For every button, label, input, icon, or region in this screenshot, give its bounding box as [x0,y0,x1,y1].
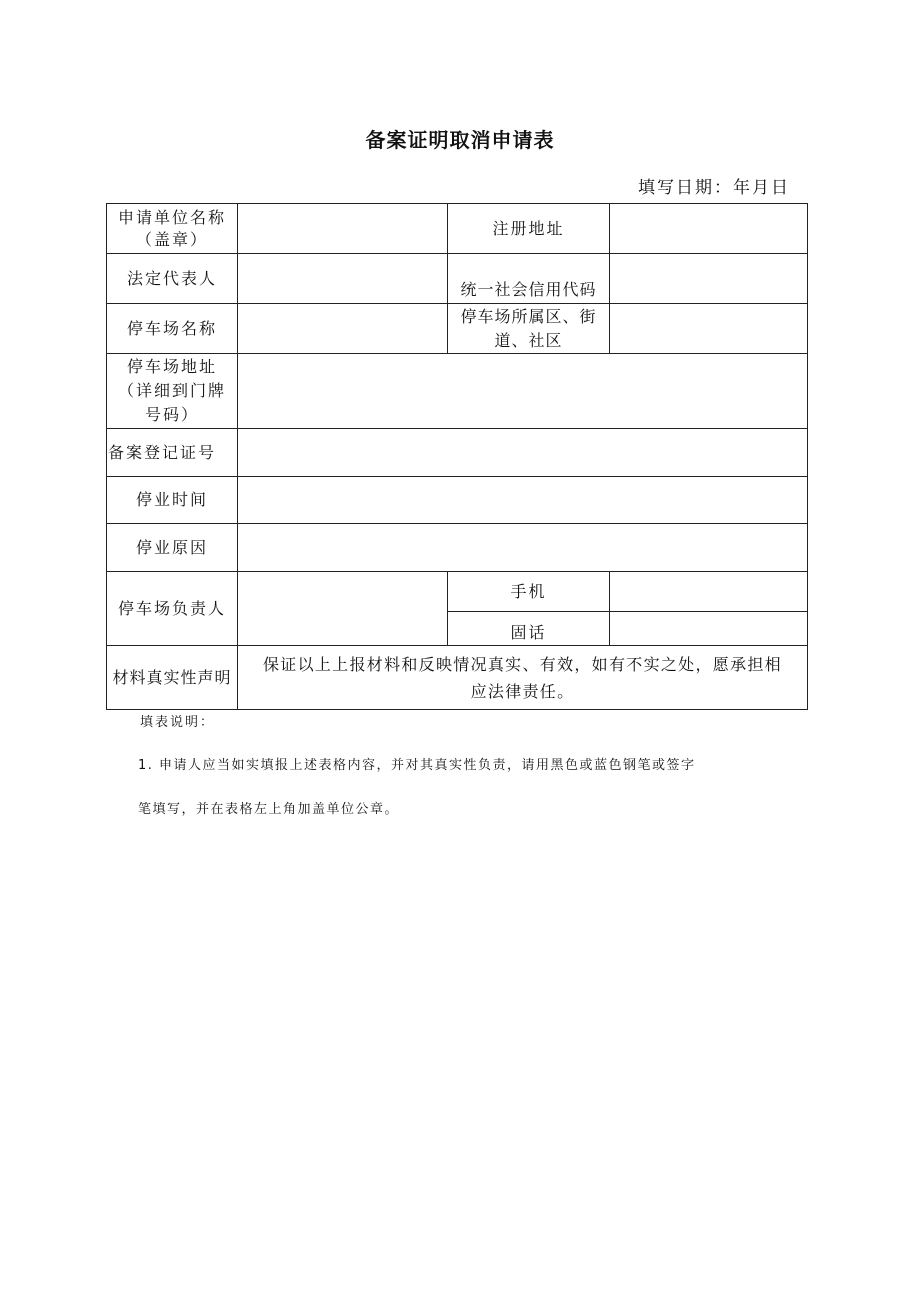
fill-date: 填写日期：年月日 [638,178,790,198]
table-border-right [807,203,808,710]
note-item-1-line2: 笔填写，并在表格左上角加盖单位公章。 [138,802,400,817]
landline-label: 固话 [510,623,547,642]
parking-address-label [107,354,237,428]
district-field[interactable] [610,304,807,353]
applicant-name-label [107,204,237,253]
parking-address-field[interactable] [238,354,807,428]
record-no-field[interactable] [238,429,807,476]
suspend-reason-label: 停业原因 [135,537,208,557]
declaration-label: 材料真实性声明 [112,667,232,687]
suspend-time-label: 停业时间 [135,490,208,509]
note-item-1-line1: 1. 申请人应当如实填报上述表格内容，并对其真实性负责，请用黑色或蓝色钢笔或签字 [138,758,696,773]
declaration-text-line1: 保证以上上报材料和反映情况真实、有效，如有不实之处，愿承担相 [262,654,782,674]
district-label [448,304,609,353]
table-border-bottom [106,709,808,710]
landline-field[interactable] [610,612,807,645]
page-title: 备案证明取消申请表 [365,128,555,152]
parking-name-field[interactable] [238,304,447,353]
manager-label: 停车场负责人 [117,598,226,618]
suspend-time-field[interactable] [238,477,807,523]
parking-address-label-line3: 号码） [144,405,199,424]
registered-address-field[interactable] [610,204,807,253]
credit-code-field[interactable] [610,254,807,303]
notes-title: 填表说明： [140,715,216,730]
applicant-name-label-text: 申请单位名称 [117,207,226,227]
credit-code-label: 统一社会信用代码 [460,280,597,299]
declaration-text [238,646,807,709]
mobile-label: 手机 [510,581,547,601]
suspend-reason-field[interactable] [238,524,807,571]
district-label-line2: 道、社区 [494,331,563,350]
parking-address-label-line1: 停车场地址 [126,357,217,376]
registered-address-label: 注册地址 [492,218,565,238]
record-no-label: 备案登记证号 [108,442,217,462]
parking-name-label: 停车场名称 [126,318,217,338]
legal-rep-field[interactable] [238,254,447,303]
district-label-line1: 停车场所属区、街 [460,307,597,326]
declaration-text-line2: 应法律责任。 [470,681,575,701]
parking-address-label-line2: （详细到门牌 [117,381,226,400]
applicant-name-field[interactable] [238,204,447,253]
manager-field[interactable] [238,572,447,645]
legal-rep-label: 法定代表人 [126,268,217,288]
applicant-seal-label-text: （盖章） [135,229,208,249]
mobile-field[interactable] [610,572,807,611]
